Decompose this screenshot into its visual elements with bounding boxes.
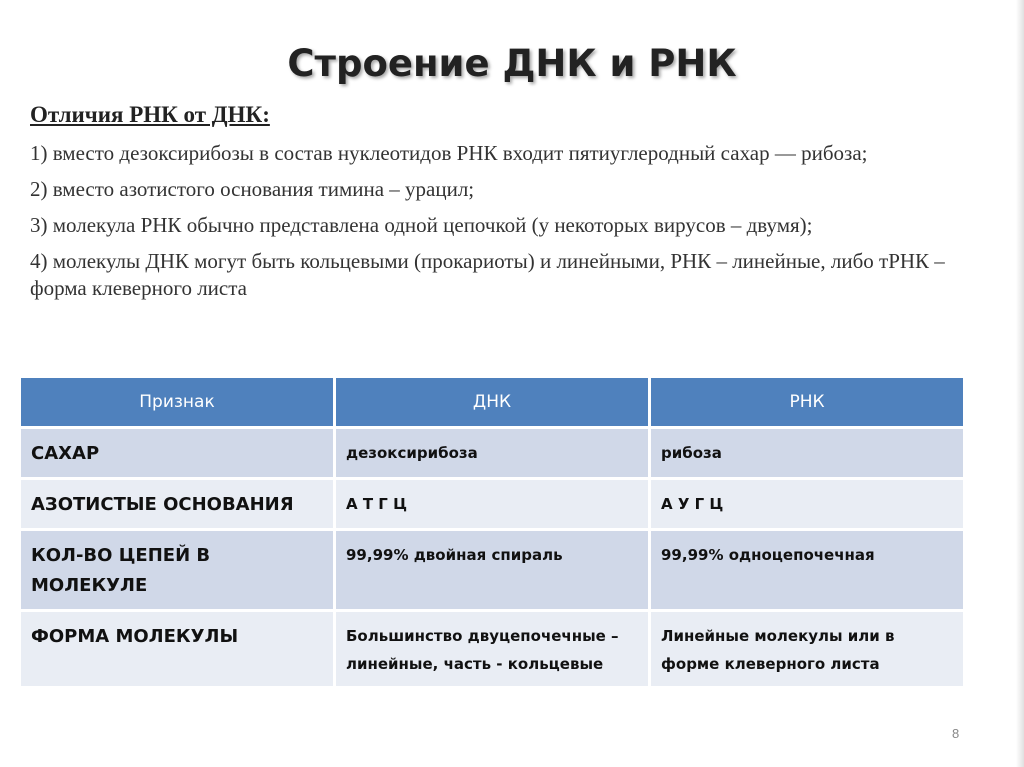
slide-title: Строение ДНК и РНК bbox=[287, 42, 737, 85]
rna-cell: Линейные молекулы или в форме клеверного листа bbox=[651, 612, 963, 686]
slide-edge-shadow bbox=[1016, 0, 1024, 767]
header-rna: РНК bbox=[651, 378, 963, 426]
rna-cell: 99,99% одноцепочечная bbox=[651, 531, 963, 609]
dna-cell: 99,99% двойная спираль bbox=[336, 531, 648, 609]
dna-cell: дезоксирибоза bbox=[336, 429, 648, 477]
table-row bbox=[21, 612, 963, 686]
feature-cell: ФОРМА МОЛЕКУЛЫ bbox=[21, 612, 333, 686]
dna-cell: Большинство двуцепочечные – линейные, часть - кольцевые bbox=[336, 612, 648, 686]
header-dna: ДНК bbox=[336, 378, 648, 426]
difference-item-1: 1) вместо дезоксирибозы в состав нуклеотидов РНК входит пятиуглеродный сахар — рибоза; bbox=[30, 141, 868, 165]
rna-cell: рибоза bbox=[651, 429, 963, 477]
differences-list bbox=[30, 140, 950, 311]
dna-cell: А Т Г Ц bbox=[336, 480, 648, 528]
table-row bbox=[21, 480, 963, 528]
difference-item-4: 4) молекулы ДНК могут быть кольцевыми (прокариоты) и линейными, РНК – линейные, либо тРНК – форма клеверного листа bbox=[30, 249, 945, 300]
table-row bbox=[21, 531, 963, 609]
feature-cell: КОЛ-ВО ЦЕПЕЙ В МОЛЕКУЛЕ bbox=[21, 531, 333, 609]
header-feature: Признак bbox=[21, 378, 333, 426]
differences-heading: Отличия РНК от ДНК: bbox=[30, 102, 270, 127]
comparison-table bbox=[18, 375, 966, 689]
rna-cell: А У Г Ц bbox=[651, 480, 963, 528]
table-header-row bbox=[21, 378, 963, 426]
difference-item-3: 3) молекула РНК обычно представлена одной цепочкой (у некоторых вирусов – двумя); bbox=[30, 213, 813, 237]
difference-item-2: 2) вместо азотистого основания тимина – урацил; bbox=[30, 177, 475, 201]
feature-cell: САХАР bbox=[21, 429, 333, 477]
feature-cell: АЗОТИСТЫЕ ОСНОВАНИЯ bbox=[21, 480, 333, 528]
page-number: 8 bbox=[952, 726, 960, 741]
table-row bbox=[21, 429, 963, 477]
